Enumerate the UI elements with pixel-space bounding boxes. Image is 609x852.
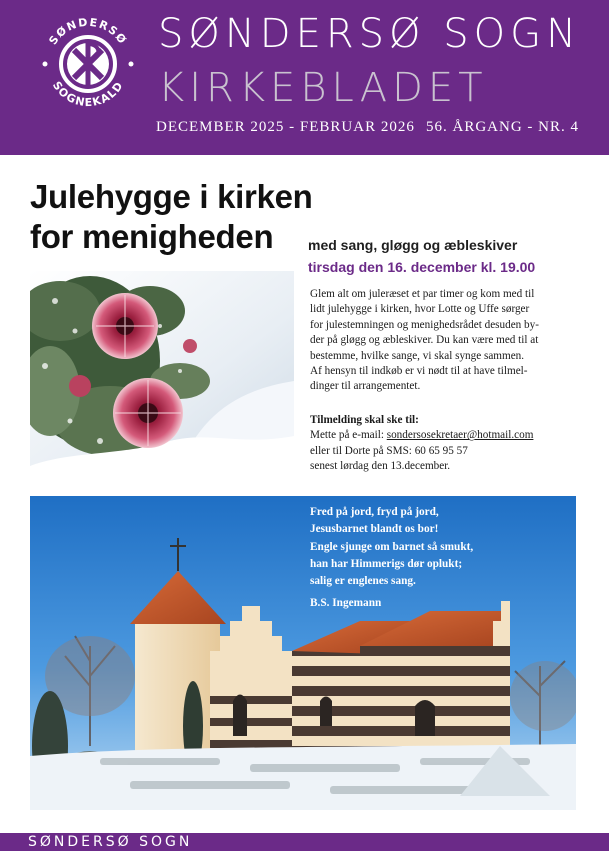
poem-line: Jesusbarnet blandt os bor! (310, 523, 439, 536)
body-line: Glem alt om juleræset et par timer og kom med til (310, 288, 535, 300)
signup-sms: eller til Dorte på SMS: 60 65 95 57 (310, 444, 468, 457)
body-line: dinger til arrangementet. (310, 380, 421, 393)
signup-email-label: Mette på e-mail: (310, 429, 387, 442)
christmas-poem (310, 504, 473, 590)
body-line: bestemme, hvilke sange, vi skal synge sammen. (310, 349, 525, 362)
body-line: lidt julehygge i kirken, hvor Lotte og Uffe sørger (310, 303, 530, 316)
article-body (310, 287, 595, 395)
signup-email-link[interactable]: sondersosekretaer@hotmail.com (386, 429, 534, 442)
poem-line: han har Himmerigs dør oplukt; (310, 557, 463, 570)
article-headline-line2: for menigheden (30, 218, 274, 255)
poem-author: B.S. Ingemann (310, 597, 382, 609)
footer-title: SØNDERSØ SOGN (28, 834, 193, 850)
article-headline: Julehygge i kirken (30, 178, 313, 215)
svg-text:SØNDERSØ: SØNDERSØ (46, 15, 130, 48)
event-datetime: tirsdag den 16. december kl. 19.00 (308, 259, 536, 275)
signup-email-line (310, 428, 595, 443)
church-photo (30, 496, 576, 810)
masthead-title: SØNDERSØ SOGN (158, 11, 582, 57)
winter-flower-photo (30, 271, 294, 466)
poem-line: Engle sjunge om barnet så smukt, (310, 540, 474, 553)
masthead-subtitle: KIRKEBLADET (158, 65, 488, 111)
parish-logo (38, 14, 138, 114)
signup-deadline: senest lørdag den 13.december. (310, 460, 451, 473)
body-line: Af hensyn til indkøb er vi nødt til at have tilmel- (310, 365, 528, 378)
svg-text:SOGNEKALD: SOGNEKALD (49, 78, 127, 110)
signup-info (310, 413, 595, 475)
signup-title: Tilmelding skal ske til: (310, 414, 419, 426)
poem-line: salig er englenes sang. (310, 575, 416, 588)
body-line: for julestemningen og menighedsrådet desuden by- (310, 318, 539, 331)
issue-dates: DECEMBER 2025 - FEBRUAR 2026 (156, 119, 415, 135)
poem-line: Fred på jord, fryd på jord, (310, 506, 439, 518)
article-subheading: med sang, gløgg og æbleskiver (308, 237, 518, 253)
body-line: der på gløgg og æbleskiver. Du kan være med til at (310, 334, 539, 347)
issue-number: 56. ÅRGANG - NR. 4 (426, 119, 579, 135)
